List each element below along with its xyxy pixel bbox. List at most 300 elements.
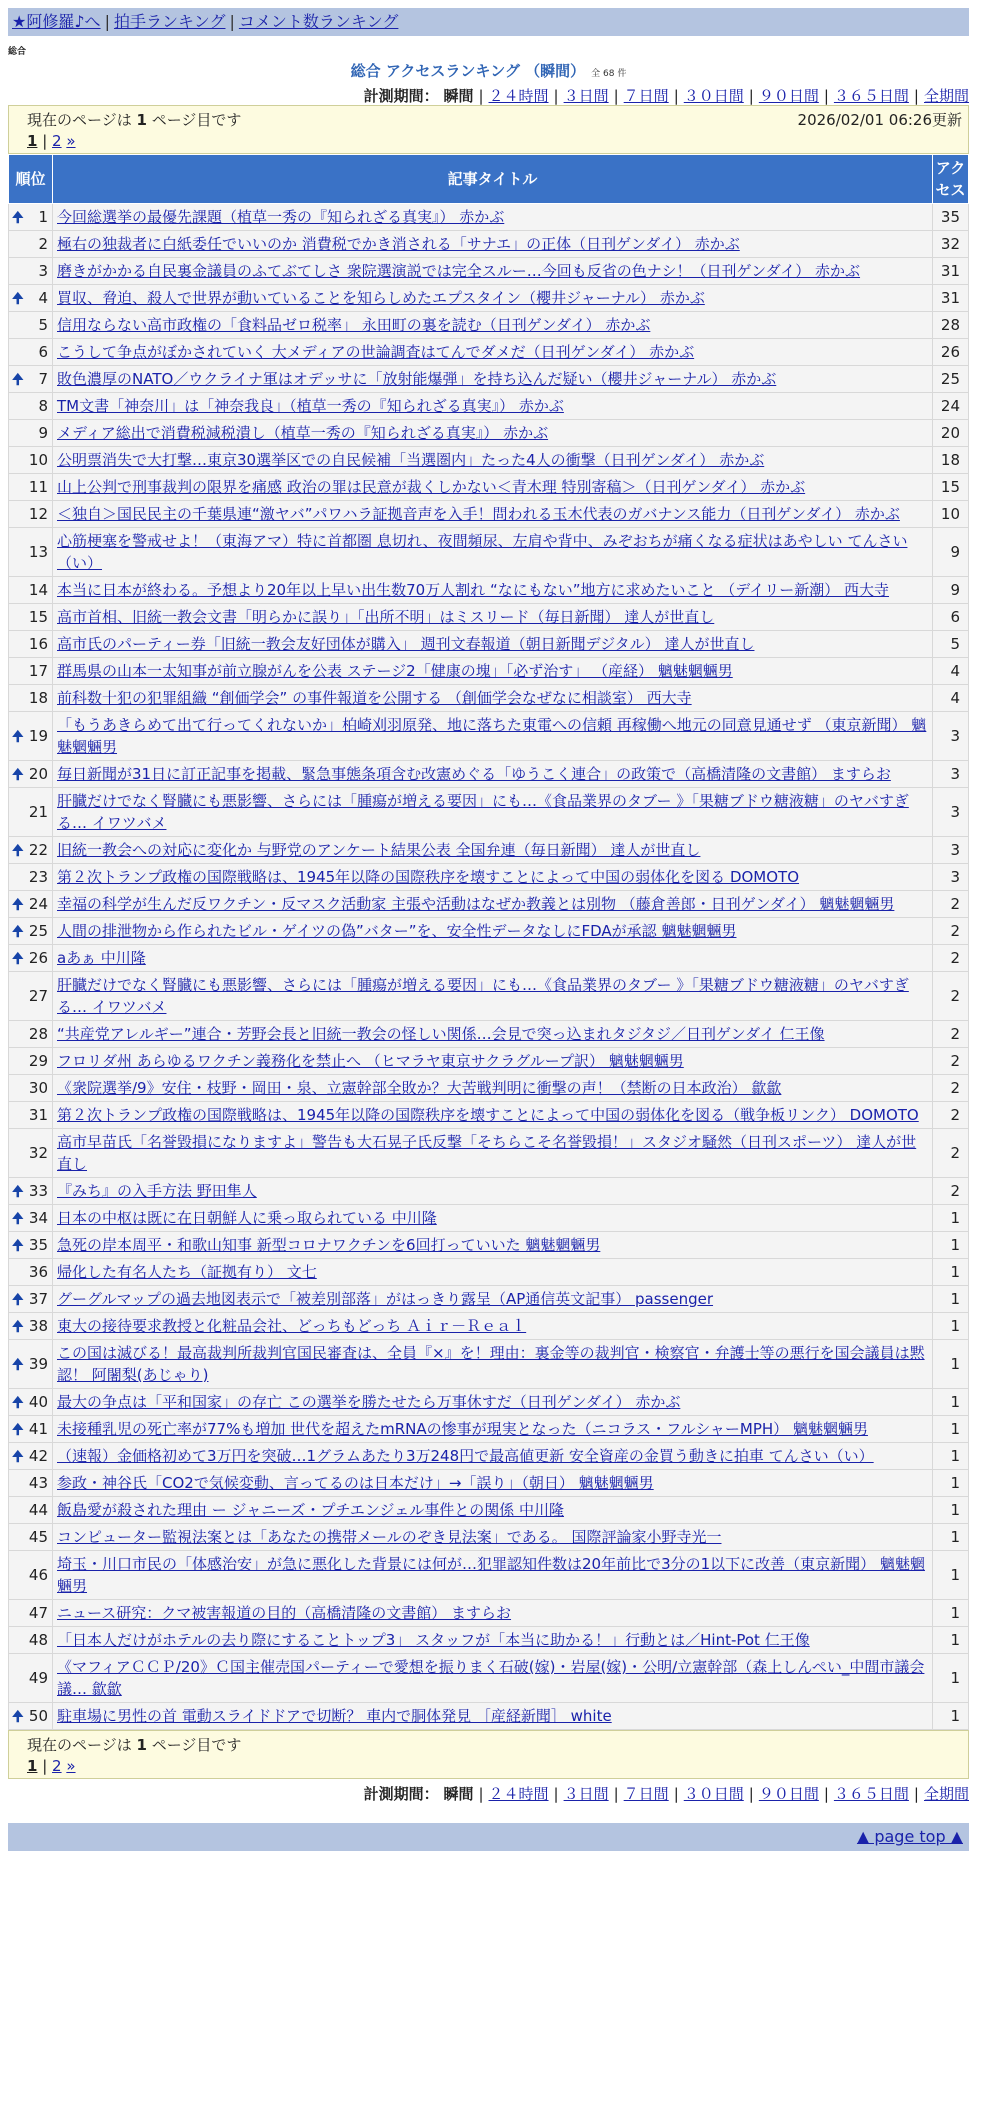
rank-number: 34 bbox=[28, 1209, 48, 1227]
rank-number: 35 bbox=[28, 1236, 48, 1254]
table-row bbox=[9, 631, 969, 658]
access-count: 1 bbox=[933, 1259, 969, 1286]
page-1-current: 1 bbox=[27, 132, 38, 150]
title-cell bbox=[53, 312, 933, 339]
rank-number: 42 bbox=[28, 1447, 48, 1465]
article-title-link[interactable]: 群馬県の山本一太知事が前立腺がんを公表 ステージ2「健康の塊」「必ず治す」 （産経） 魑魅魍魎男 bbox=[57, 662, 733, 680]
rank-cell bbox=[9, 285, 53, 312]
table-row bbox=[9, 528, 969, 577]
period-3d-link[interactable]: ３日間 bbox=[563, 87, 609, 105]
access-count: 18 bbox=[933, 447, 969, 474]
access-count: 1 bbox=[933, 1232, 969, 1259]
table-row bbox=[9, 1021, 969, 1048]
article-title-link[interactable]: 「日本人だけがホテルの去り際にすることトップ3」 スタッフが「本当に助かる！」行動とは／Hint-Pot 仁王像 bbox=[57, 1631, 810, 1649]
table-row bbox=[9, 1654, 969, 1703]
article-title-link[interactable]: メディア総出で消費税減税潰し（植草一秀の『知られざる真実』） 赤かぶ bbox=[57, 424, 549, 442]
up-arrow-icon: 🠉 bbox=[12, 951, 24, 967]
access-count: 35 bbox=[933, 204, 969, 231]
article-title-link[interactable]: コンピューター監視法案とは「あなたの携帯メールのぞき見法案」である。 国際評論家小野寺光一 bbox=[57, 1528, 722, 1546]
top-nav-bar: ★阿修羅♪へ | 拍手ランキング | コメント数ランキング bbox=[8, 8, 969, 36]
title-cell bbox=[53, 1205, 933, 1232]
title-cell bbox=[53, 837, 933, 864]
table-row bbox=[9, 1102, 969, 1129]
rank-cell bbox=[9, 761, 53, 788]
access-count: 4 bbox=[933, 658, 969, 685]
article-title-link[interactable]: （速報）金価格初めて3万円を突破…1グラムあたり3万248円で最高値更新 安全資産の金買う動きに拍車 てんさい（い） bbox=[57, 1447, 874, 1465]
table-row bbox=[9, 604, 969, 631]
rank-cell bbox=[9, 972, 53, 1021]
article-title-link[interactable]: 参政・神谷氏「CO2で気候変動、言ってるのは日本だけ」→「誤り」（朝日） 魑魅魍魎男 bbox=[57, 1474, 654, 1492]
rank-cell bbox=[9, 1075, 53, 1102]
next-page-link-bottom[interactable]: » bbox=[66, 1757, 76, 1775]
article-title-link[interactable]: 高市氏のパーティー券「旧統一教会友好団体が購入」 週刊文春報道（朝日新聞デジタル） 達人が世直し bbox=[57, 635, 755, 653]
title-cell bbox=[53, 1389, 933, 1416]
access-count: 3 bbox=[933, 712, 969, 761]
rank-number: 13 bbox=[28, 543, 48, 561]
access-count: 1 bbox=[933, 1389, 969, 1416]
access-count: 1 bbox=[933, 1627, 969, 1654]
title-cell bbox=[53, 420, 933, 447]
access-count: 2 bbox=[933, 918, 969, 945]
table-row bbox=[9, 339, 969, 366]
category-label: 総合 bbox=[8, 47, 27, 57]
article-title-link[interactable]: ニュース研究：クマ被害報道の目的（高橋清隆の文書館） ますらお bbox=[57, 1604, 512, 1622]
table-row bbox=[9, 1470, 969, 1497]
title-cell bbox=[53, 474, 933, 501]
title-cell bbox=[53, 1551, 933, 1600]
table-row bbox=[9, 788, 969, 837]
article-title-link[interactable]: フロリダ州 あらゆるワクチン義務化を禁止へ （ヒマラヤ東京サクラグループ訳） 魑魅魍魎男 bbox=[57, 1052, 684, 1070]
comment-ranking-link[interactable]: コメント数ランキング bbox=[238, 12, 399, 31]
access-count: 26 bbox=[933, 339, 969, 366]
up-arrow-icon: 🠉 bbox=[12, 1395, 24, 1411]
up-arrow-icon: 🠉 bbox=[12, 210, 24, 226]
ranking-title bbox=[8, 60, 969, 81]
rank-cell bbox=[9, 1703, 53, 1730]
article-title-link[interactable]: TM文書「神奈川」は「神奈我良」（植草一秀の『知られざる真実』） 赤かぶ bbox=[57, 397, 564, 415]
rank-cell bbox=[9, 658, 53, 685]
title-cell bbox=[53, 761, 933, 788]
table-row bbox=[9, 1048, 969, 1075]
title-cell bbox=[53, 891, 933, 918]
rank-cell bbox=[9, 420, 53, 447]
access-count: 32 bbox=[933, 231, 969, 258]
title-cell bbox=[53, 1259, 933, 1286]
article-title-link[interactable]: 山上公判で刑事裁判の限界を痛感 政治の罪は民意が裁くしかない＜青木理 特別寄稿＞（日刊ゲンダイ） 赤かぶ bbox=[57, 478, 806, 496]
title-cell bbox=[53, 447, 933, 474]
ranking-rows bbox=[9, 204, 969, 1730]
table-row bbox=[9, 1443, 969, 1470]
rank-cell bbox=[9, 685, 53, 712]
article-title-link[interactable]: 買収、脅迫、殺人で世界が動いていることを知らしめたエプスタイン（櫻井ジャーナル） 赤かぶ bbox=[57, 289, 705, 307]
table-row bbox=[9, 1178, 969, 1205]
article-title-link[interactable]: 日本の中枢は既に在日朝鮮人に乗っ取られている 中川隆 bbox=[57, 1209, 437, 1227]
table-row bbox=[9, 1497, 969, 1524]
access-count: 1 bbox=[933, 1286, 969, 1313]
article-title-link[interactable]: 磨きがかかる自民裏金議員のふてぶてしさ 衆院選演説では完全スルー…今回も反省の色ナシ！（日刊ゲンダイ） 赤かぶ bbox=[57, 262, 861, 280]
article-title-link[interactable]: この国は滅びる！最高裁判所裁判官国民審査は、全員『×』を！理由：裏金等の裁判官・検察官・弁護士等の悪行を国会議員は黙認！ 阿闍梨(あじゃり) bbox=[57, 1344, 925, 1384]
period-90d-link[interactable]: ９０日間 bbox=[758, 87, 819, 105]
rank-number: 50 bbox=[28, 1707, 48, 1725]
article-title-link[interactable]: ＜独自＞国民民主の千葉県連“激ヤバ”パワハラ証拠音声を入手！問われる玉木代表のガバナンス能力（日刊ゲンダイ） 赤かぶ bbox=[57, 505, 900, 523]
article-title-link[interactable]: 急死の岸本周平・和歌山知事 新型コロナワクチンを6回打っていいた 魑魅魍魎男 bbox=[57, 1236, 601, 1254]
article-title-link[interactable]: 高市首相、旧統一教会文書「明らかに誤り」「出所不明」はミスリード（毎日新聞） 達人が世直し bbox=[57, 608, 715, 626]
rank-cell bbox=[9, 1313, 53, 1340]
title-cell bbox=[53, 1286, 933, 1313]
access-count: 28 bbox=[933, 312, 969, 339]
title-cell bbox=[53, 1703, 933, 1730]
up-arrow-icon: 🠉 bbox=[12, 897, 24, 913]
up-arrow-icon: 🠉 bbox=[12, 729, 24, 745]
rank-number: 23 bbox=[28, 868, 48, 886]
rank-cell bbox=[9, 1102, 53, 1129]
title-cell bbox=[53, 685, 933, 712]
rank-cell bbox=[9, 366, 53, 393]
rank-cell bbox=[9, 1551, 53, 1600]
access-count: 15 bbox=[933, 474, 969, 501]
up-arrow-icon: 🠉 bbox=[12, 1709, 24, 1725]
rank-cell bbox=[9, 204, 53, 231]
rank-number: 7 bbox=[38, 370, 48, 388]
article-title-link[interactable]: 公明票消失で大打撃…東京30選挙区での自民候補「当選圏内」たった4人の衝撃（日刊ゲンダイ） 赤かぶ bbox=[57, 451, 765, 469]
table-row bbox=[9, 918, 969, 945]
article-title-link[interactable]: 旧統一教会への対応に変化か 与野党のアンケート結果公表 全国弁連（毎日新聞） 達人が世直し bbox=[57, 841, 701, 859]
rank-number: 43 bbox=[28, 1474, 48, 1492]
rank-cell bbox=[9, 231, 53, 258]
period-365d-link[interactable]: ３６５日間 bbox=[833, 87, 909, 105]
title-cell bbox=[53, 528, 933, 577]
rank-number: 28 bbox=[28, 1025, 48, 1043]
title-cell bbox=[53, 1443, 933, 1470]
table-row bbox=[9, 685, 969, 712]
rank-cell bbox=[9, 864, 53, 891]
rank-number: 37 bbox=[28, 1290, 48, 1308]
rank-cell bbox=[9, 891, 53, 918]
table-row bbox=[9, 447, 969, 474]
access-count: 31 bbox=[933, 258, 969, 285]
pager-top bbox=[8, 105, 969, 154]
rank-number: 2 bbox=[38, 235, 48, 253]
table-row bbox=[9, 258, 969, 285]
rank-number: 39 bbox=[28, 1355, 48, 1373]
article-title-link[interactable]: 駐車場に男性の首 電動スライドドアで切断？ 車内で胴体発見 ［産経新聞］ white bbox=[57, 1707, 612, 1725]
table-row bbox=[9, 1232, 969, 1259]
title-cell bbox=[53, 1102, 933, 1129]
rank-number: 8 bbox=[38, 397, 48, 415]
title-cell bbox=[53, 604, 933, 631]
rank-number: 30 bbox=[28, 1079, 48, 1097]
rank-number: 44 bbox=[28, 1501, 48, 1519]
rank-number: 38 bbox=[28, 1317, 48, 1335]
rank-number: 33 bbox=[28, 1182, 48, 1200]
home-link[interactable]: ★阿修羅♪へ bbox=[12, 12, 101, 31]
updated-timestamp: 2026/02/01 06:26更新 bbox=[797, 111, 962, 129]
title-cell bbox=[53, 231, 933, 258]
table-row bbox=[9, 1259, 969, 1286]
table-row bbox=[9, 1627, 969, 1654]
rank-number: 10 bbox=[28, 451, 48, 469]
table-row bbox=[9, 501, 969, 528]
title-cell bbox=[53, 1600, 933, 1627]
rank-cell bbox=[9, 339, 53, 366]
access-count: 25 bbox=[933, 366, 969, 393]
up-arrow-icon: 🠉 bbox=[12, 1292, 24, 1308]
article-title-link[interactable]: 飯島愛が殺された理由 ー ジャニーズ・プチエンジェル事件との関係 中川隆 bbox=[57, 1501, 564, 1519]
rank-number: 20 bbox=[28, 765, 48, 783]
article-title-link[interactable]: 毎日新聞が31日に訂正記事を掲載、緊急事態条項含む改憲めぐる「ゆうこく連合」の政策で（高橋清隆の文書館） ますらお bbox=[57, 765, 891, 783]
rank-cell bbox=[9, 312, 53, 339]
rank-number: 29 bbox=[28, 1052, 48, 1070]
title-cell bbox=[53, 788, 933, 837]
col-title-header: 記事タイトル bbox=[53, 155, 933, 204]
article-title-link[interactable]: グーグルマップの過去地図表示で「被差別部落」がはっきり露呈（AP通信英文記事） passenger bbox=[57, 1290, 714, 1308]
article-title-link[interactable]: 人間の排泄物から作られたビル・ゲイツの偽”バター”を、安全性データなしにFDAが承認 魑魅魍魎男 bbox=[57, 922, 737, 940]
access-count: 1 bbox=[933, 1600, 969, 1627]
rank-number: 32 bbox=[28, 1144, 48, 1162]
rank-cell bbox=[9, 1178, 53, 1205]
ranking-count: 全 68 件 bbox=[591, 69, 627, 79]
table-header bbox=[9, 155, 969, 204]
rank-number: 14 bbox=[28, 581, 48, 599]
up-arrow-icon: 🠉 bbox=[12, 843, 24, 859]
article-title-link[interactable]: 幸福の科学が生んだ反ワクチン・反マスク活動家 主張や活動はなぜか教義とは別物 （藤倉善郎・日刊ゲンダイ） 魑魅魍魎男 bbox=[57, 895, 895, 913]
table-row bbox=[9, 420, 969, 447]
rank-cell bbox=[9, 1600, 53, 1627]
table-row bbox=[9, 1524, 969, 1551]
access-count: 1 bbox=[933, 1497, 969, 1524]
title-cell bbox=[53, 1048, 933, 1075]
pager-bottom bbox=[8, 1730, 969, 1779]
rank-cell bbox=[9, 577, 53, 604]
rank-number: 17 bbox=[28, 662, 48, 680]
access-count: 1 bbox=[933, 1524, 969, 1551]
table-row bbox=[9, 1340, 969, 1389]
access-count: 24 bbox=[933, 393, 969, 420]
title-cell bbox=[53, 1416, 933, 1443]
rank-cell bbox=[9, 1048, 53, 1075]
rank-number: 3 bbox=[38, 262, 48, 280]
rank-cell bbox=[9, 474, 53, 501]
rank-cell bbox=[9, 393, 53, 420]
rank-number: 6 bbox=[38, 343, 48, 361]
page-indicator: 現在のページは 1 ページ目です bbox=[27, 111, 242, 129]
title-cell bbox=[53, 712, 933, 761]
title-cell bbox=[53, 258, 933, 285]
title-cell bbox=[53, 972, 933, 1021]
access-count: 1 bbox=[933, 1443, 969, 1470]
table-row bbox=[9, 393, 969, 420]
article-title-link[interactable]: 「もうあきらめて出て行ってくれないか」柏崎刈羽原発、地に落ちた東電への信頼 再稼働へ地元の同意見通せず （東京新聞） 魑魅魍魎男 bbox=[57, 716, 927, 756]
article-title-link[interactable]: 第２次トランプ政権の国際戦略は、1945年以降の国際秩序を壊すことによって中国の弱体化を図る DOMOTO bbox=[57, 868, 800, 886]
article-title-link[interactable]: 最大の争点は「平和国家」の存亡 この選挙を勝たせたら万事休すだ（日刊ゲンダイ） 赤かぶ bbox=[57, 1393, 681, 1411]
period-30d-link[interactable]: ３０日間 bbox=[683, 87, 744, 105]
rank-cell bbox=[9, 1021, 53, 1048]
rank-cell bbox=[9, 788, 53, 837]
article-title-link[interactable]: 東大の接待要求教授と化粧品会社、どっちもどっち Ａｉｒ－Ｒｅａｌ bbox=[57, 1317, 527, 1335]
rank-number: 12 bbox=[28, 505, 48, 523]
title-cell bbox=[53, 393, 933, 420]
article-title-link[interactable]: 信用ならない高市政権の「食料品ゼロ税率」 永田町の裏を読む（日刊ゲンダイ） 赤かぶ bbox=[57, 316, 651, 334]
clap-ranking-link[interactable]: 拍手ランキング bbox=[113, 12, 226, 31]
rank-number: 27 bbox=[28, 987, 48, 1005]
article-title-link[interactable]: こうして争点がぼかされていく 大メディアの世論調査はてんでダメだ（日刊ゲンダイ） 赤かぶ bbox=[57, 343, 695, 361]
article-title-link[interactable]: 前科数十犯の犯罪組織 “創価学会” の事件報道を公開する （創価学会なぜなに相談室） 西大寺 bbox=[57, 689, 692, 707]
access-count: 3 bbox=[933, 761, 969, 788]
period-7d-link[interactable]: ７日間 bbox=[623, 87, 669, 105]
page-2-link-bottom[interactable]: 2 bbox=[52, 1757, 62, 1775]
next-page-link[interactable]: » bbox=[66, 132, 76, 150]
table-row bbox=[9, 204, 969, 231]
title-cell bbox=[53, 577, 933, 604]
table-row bbox=[9, 1703, 969, 1730]
article-title-link[interactable]: 第２次トランプ政権の国際戦略は、1945年以降の国際秩序を壊すことによって中国の弱体化を図る（戦争板リンク） DOMOTO bbox=[57, 1106, 919, 1124]
period-selector-top: 計測期間： 瞬間 | ２４時間 | ３日間 | ７日間 | ３０日間 | ９０日間 | ３６５日間 | 全期間 bbox=[363, 87, 969, 105]
table-row bbox=[9, 658, 969, 685]
rank-number: 48 bbox=[28, 1631, 48, 1649]
rank-number: 49 bbox=[28, 1669, 48, 1687]
access-count: 1 bbox=[933, 1703, 969, 1730]
article-title-link[interactable]: “共産党アレルギー”連合・芳野会長と旧統一教会の怪しい関係…会見で突っ込まれタジタジ／日刊ゲンダイ 仁王像 bbox=[57, 1025, 825, 1043]
rank-cell bbox=[9, 712, 53, 761]
rank-number: 25 bbox=[28, 922, 48, 940]
page-top-link[interactable]: ▲ page top ▲ bbox=[856, 1827, 963, 1846]
rank-number: 31 bbox=[28, 1106, 48, 1124]
article-title-link[interactable]: 高市早苗氏「名誉毀損になりますよ」警告も大石晃子氏反撃「そちらこそ名誉毀損！」スタジオ騒然（日刊スポーツ） 達人が世直し bbox=[57, 1133, 917, 1173]
col-rank-header: 順位 bbox=[9, 155, 53, 204]
access-count: 20 bbox=[933, 420, 969, 447]
title-cell bbox=[53, 1654, 933, 1703]
article-title-link[interactable]: 肝臓だけでなく腎臓にも悪影響、さらには「腫瘍が増える要因」にも…《食品業界のタブー 》「果糖ブドウ糖液糖」のヤバすぎる… イワツバメ bbox=[57, 792, 909, 832]
table-row bbox=[9, 712, 969, 761]
up-arrow-icon: 🠉 bbox=[12, 372, 24, 388]
article-title-link[interactable]: 本当に日本が終わる。予想より20年以上早い出生数70万人割れ “なにもない”地方に求めたいこと （デイリー新潮） 西大寺 bbox=[57, 581, 889, 599]
access-count: 5 bbox=[933, 631, 969, 658]
title-cell bbox=[53, 501, 933, 528]
rank-number: 9 bbox=[38, 424, 48, 442]
page-links: 1 | 2 » bbox=[27, 132, 76, 150]
rank-cell bbox=[9, 918, 53, 945]
up-arrow-icon: 🠉 bbox=[12, 1184, 24, 1200]
up-arrow-icon: 🠉 bbox=[12, 1238, 24, 1254]
rank-number: 15 bbox=[28, 608, 48, 626]
period-all-link[interactable]: 全期間 bbox=[923, 87, 969, 105]
page-indicator-bottom: 現在のページは 1 ページ目です bbox=[27, 1736, 242, 1754]
access-count: 10 bbox=[933, 501, 969, 528]
rank-number: 5 bbox=[38, 316, 48, 334]
up-arrow-icon: 🠉 bbox=[12, 1449, 24, 1465]
rank-number: 45 bbox=[28, 1528, 48, 1546]
access-count: 2 bbox=[933, 1178, 969, 1205]
table-row bbox=[9, 945, 969, 972]
rank-number: 24 bbox=[28, 895, 48, 913]
article-title-link[interactable]: 埼玉・川口市民の「体感治安」が急に悪化した背景には何が…犯罪認知件数は20年前比で3分の1以下に改善（東京新聞） 魑魅魍魎男 bbox=[57, 1555, 925, 1595]
access-count: 2 bbox=[933, 1075, 969, 1102]
article-title-link[interactable]: 極右の独裁者に白紙委任でいいのか 消費税でかき消される「サナエ」の正体（日刊ゲンダイ） 赤かぶ bbox=[57, 235, 740, 253]
title-cell bbox=[53, 945, 933, 972]
rank-cell bbox=[9, 1416, 53, 1443]
article-title-link[interactable]: 帰化した有名人たち（証拠有り） 文七 bbox=[57, 1263, 317, 1281]
access-count: 31 bbox=[933, 285, 969, 312]
up-arrow-icon: 🠉 bbox=[12, 767, 24, 783]
table-row bbox=[9, 1129, 969, 1178]
title-cell bbox=[53, 285, 933, 312]
ranking-title-text: 総合 アクセスランキング （瞬間） bbox=[350, 62, 586, 80]
rank-number: 18 bbox=[28, 689, 48, 707]
article-title-link[interactable]: 敗色濃厚のNATO／ウクライナ軍はオデッサに「放射能爆弾」を持ち込んだ疑い（櫻井ジャーナル） 赤かぶ bbox=[57, 370, 777, 388]
table-row bbox=[9, 972, 969, 1021]
article-title-link[interactable]: 『みち』の入手方法 野田隼人 bbox=[57, 1182, 257, 1200]
article-title-link[interactable]: 肝臓だけでなく腎臓にも悪影響、さらには「腫瘍が増える要因」にも…《食品業界のタブー 》「果糖ブドウ糖液糖」のヤバすぎる… イワツバメ bbox=[57, 976, 909, 1016]
rank-cell bbox=[9, 1524, 53, 1551]
article-title-link[interactable]: 今回総選挙の最優先課題（植草一秀の『知られざる真実』） 赤かぶ bbox=[57, 208, 505, 226]
article-title-link[interactable]: 心筋梗塞を警戒せよ！（東海アマ）特に首都圏 息切れ、夜間頻尿、左肩や背中、みぞおちが痛くなる症状はあやしい てんさい（い） bbox=[57, 532, 908, 572]
title-cell bbox=[53, 1075, 933, 1102]
access-count: 6 bbox=[933, 604, 969, 631]
access-count: 3 bbox=[933, 837, 969, 864]
access-count: 2 bbox=[933, 1048, 969, 1075]
title-cell bbox=[53, 1524, 933, 1551]
rank-number: 40 bbox=[28, 1393, 48, 1411]
table-row bbox=[9, 366, 969, 393]
article-title-link[interactable]: 《衆院選挙/9》安住・枝野・岡田・泉、立憲幹部全敗か？大苦戦判明に衝撃の声！（禁断の日本政治） 歙歙 bbox=[57, 1079, 782, 1097]
table-row bbox=[9, 231, 969, 258]
period-24h-link[interactable]: ２４時間 bbox=[488, 87, 549, 105]
period-current: 瞬間 bbox=[443, 87, 474, 105]
access-count: 2 bbox=[933, 1021, 969, 1048]
table-row bbox=[9, 1286, 969, 1313]
title-cell bbox=[53, 339, 933, 366]
rank-cell bbox=[9, 1259, 53, 1286]
rank-number: 1 bbox=[38, 208, 48, 226]
article-title-link[interactable]: 《マフィアＣＣＰ/20》Ｃ国主催売国パーティーで愛想を振りまく石破(嫁)・岩屋(嫁)・公明/立憲幹部（森上しんぺい_中間市議会議… 歙歙 bbox=[57, 1658, 925, 1698]
table-row bbox=[9, 474, 969, 501]
up-arrow-icon: 🠉 bbox=[12, 1422, 24, 1438]
title-cell bbox=[53, 1313, 933, 1340]
up-arrow-icon: 🠉 bbox=[12, 291, 24, 307]
table-row bbox=[9, 891, 969, 918]
title-cell bbox=[53, 1470, 933, 1497]
rank-number: 11 bbox=[28, 478, 48, 496]
rank-number: 19 bbox=[28, 727, 48, 745]
rank-number: 47 bbox=[28, 1604, 48, 1622]
rank-number: 46 bbox=[28, 1566, 48, 1584]
rank-cell bbox=[9, 1654, 53, 1703]
access-count: 2 bbox=[933, 1102, 969, 1129]
table-row bbox=[9, 1389, 969, 1416]
up-arrow-icon: 🠉 bbox=[12, 1211, 24, 1227]
col-access-header: アクセス bbox=[933, 155, 969, 204]
access-count: 1 bbox=[933, 1551, 969, 1600]
title-cell bbox=[53, 1129, 933, 1178]
access-count: 9 bbox=[933, 577, 969, 604]
rank-cell bbox=[9, 1286, 53, 1313]
rank-cell bbox=[9, 1389, 53, 1416]
page-2-link[interactable]: 2 bbox=[52, 132, 62, 150]
rank-cell bbox=[9, 258, 53, 285]
rank-cell bbox=[9, 528, 53, 577]
access-count: 3 bbox=[933, 864, 969, 891]
title-cell bbox=[53, 631, 933, 658]
rank-cell bbox=[9, 1497, 53, 1524]
title-cell bbox=[53, 366, 933, 393]
title-cell bbox=[53, 1021, 933, 1048]
access-count: 1 bbox=[933, 1470, 969, 1497]
table-row bbox=[9, 285, 969, 312]
title-cell bbox=[53, 1497, 933, 1524]
article-title-link[interactable]: 未接種乳児の死亡率が77%も増加 世代を超えたmRNAの惨事が現実となった（ニコラス・フルシャーMPH） 魑魅魍魎男 bbox=[57, 1420, 868, 1438]
article-title-link[interactable]: aあぁ 中川隆 bbox=[57, 949, 146, 967]
rank-cell bbox=[9, 1205, 53, 1232]
